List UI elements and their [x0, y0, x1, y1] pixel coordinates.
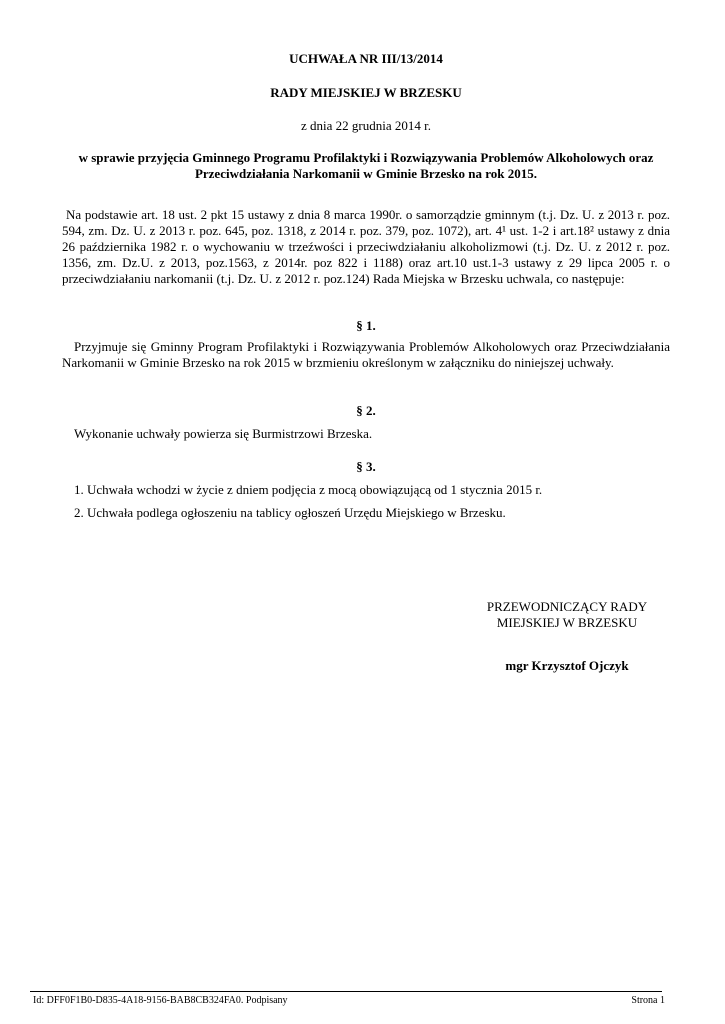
resolution-subject: w sprawie przyjęcia Gminnego Programu Profilaktyki i Rozwiązywania Problemów Alkoholowych oraz Przeciwdziałania Narkomanii w Gminie Brzesko na rok 2015. — [78, 150, 654, 181]
signature-role — [472, 599, 662, 631]
section-1-text: Przyjmuje się Gminny Program Profilaktyki i Rozwiązywania Problemów Alkoholowych oraz Przeciwdziałania Narkomanii w Gminie Brzesko na rok 2015 w brzmieniu określonym w załączniku do niniejszej uchwały. — [62, 339, 670, 370]
footer-page-number: Strona 1 — [631, 995, 665, 1006]
signature-name: mgr Krzysztof Ojczyk — [505, 658, 629, 673]
footer-document-id: Id: DFF0F1B0-D835-4A18-9156-BAB8CB324FA0. Podpisany — [33, 995, 288, 1006]
section-3-item-1: 1. Uchwała wchodzi w życie z dniem podjęcia z mocą obowiązującą od 1 stycznia 2015 r. — [74, 482, 543, 497]
signature-role-line-1: PRZEWODNICZĄCY RADY — [486, 599, 648, 614]
section-2-heading: § 2. — [356, 403, 376, 418]
resolution-number: UCHWAŁA NR III/13/2014 — [289, 51, 443, 66]
signature-role-line-2: MIEJSKIEJ W BRZESKU — [496, 615, 638, 630]
legal-basis-paragraph: Na podstawie art. 18 ust. 2 pkt 15 ustawy z dnia 8 marca 1990r. o samorządzie gminnym (t.j. Dz. U. z 2013 r. poz. 594, zm. Dz. U. z 2013 r. poz. 645, poz. 1318, z 2014 r. poz. 379, poz. 1072), art. 4¹ ust. 1-2 i art.18² ustawy z dnia 26 października 1982 r. o wychowaniu w trzeźwości i przeciwdziałaniu alkoholizmowi (t.j. Dz. U. z 2012 r. poz. 1356, zm. Dz.U. z 2013, poz.1563, z 2014r. poz 822 i 1188) oraz art.10 ust.1-3 ustawy z 29 lipca 2005 r. o przeciwdziałaniu narkomanii (t.j. Dz. U. z 2012 r. poz.124) Rada Miejska w Brzesku uchwala, co następuje: — [62, 207, 670, 286]
section-3-item-2: 2. Uchwała podlega ogłoszeniu na tablicy ogłoszeń Urzędu Miejskiego w Brzesku. — [74, 505, 506, 520]
section-1-heading: § 1. — [356, 318, 376, 333]
resolution-date: z dnia 22 grudnia 2014 r. — [301, 118, 431, 133]
section-2-text: Wykonanie uchwały powierza się Burmistrzowi Brzeska. — [74, 426, 373, 441]
council-name: RADY MIEJSKIEJ W BRZESKU — [270, 85, 462, 100]
section-3-heading: § 3. — [356, 459, 376, 474]
footer-divider — [30, 991, 662, 992]
